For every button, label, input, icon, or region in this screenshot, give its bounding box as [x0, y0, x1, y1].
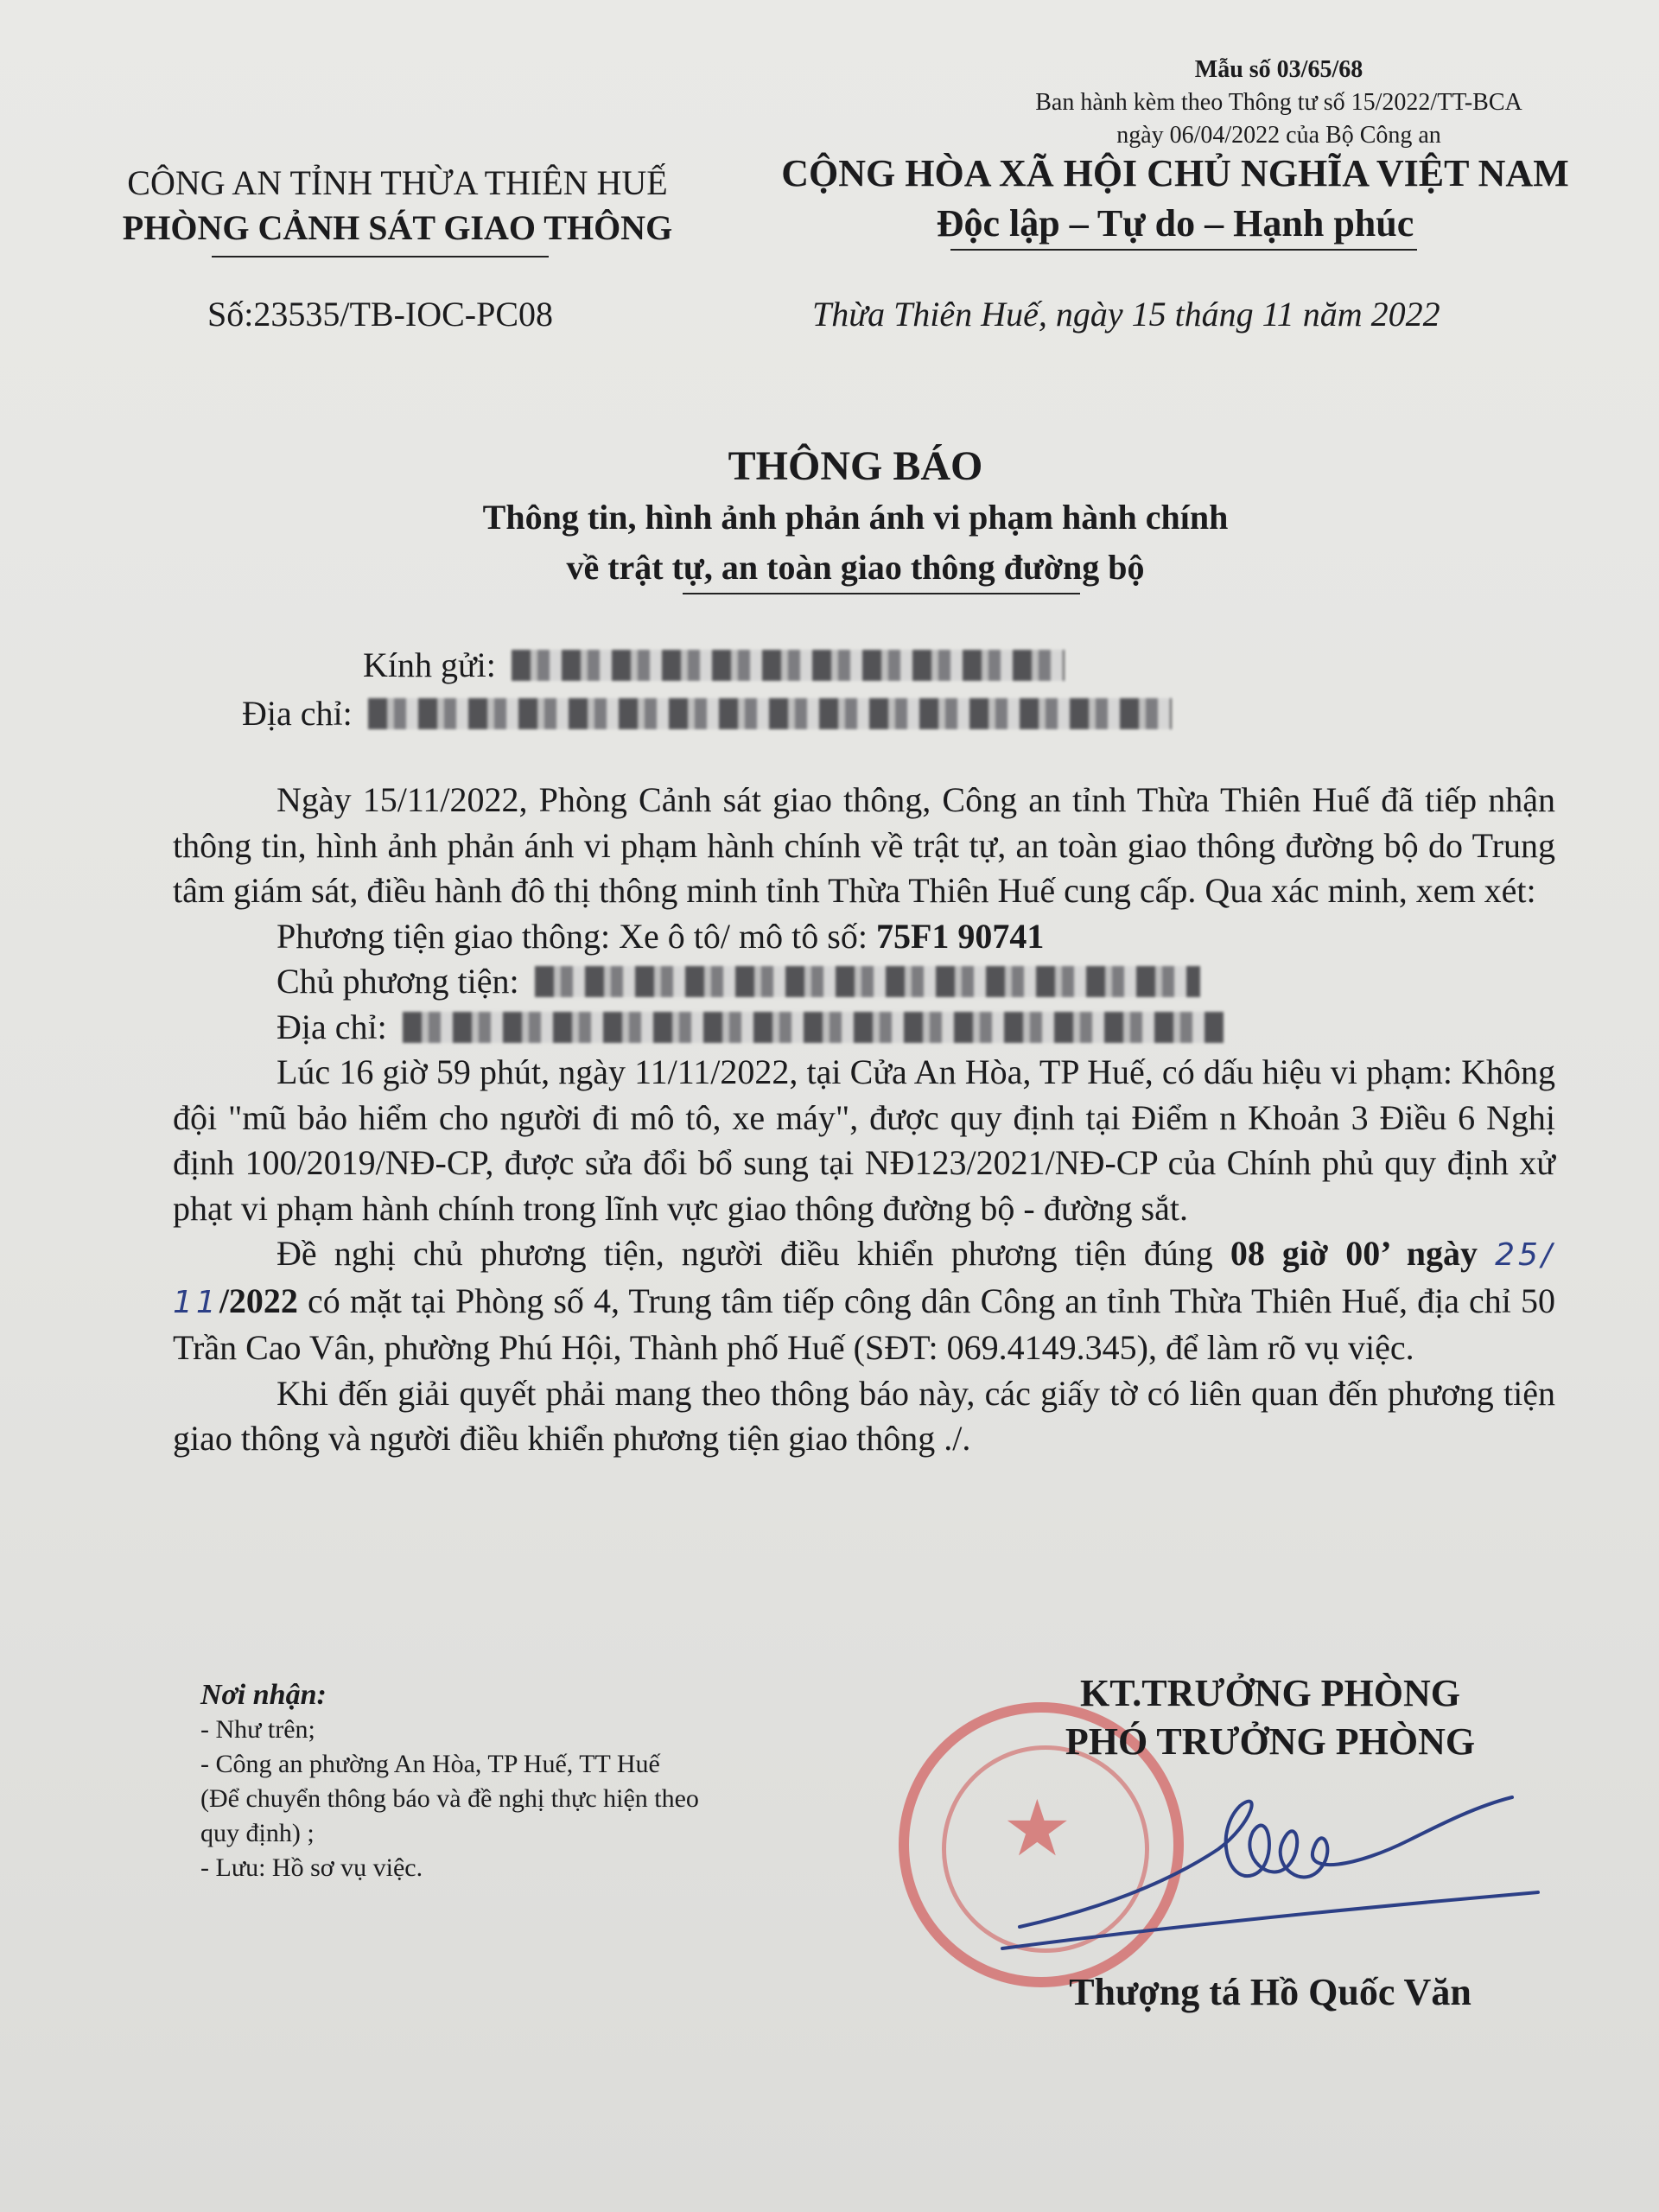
vehicle-line — [173, 914, 1555, 960]
notice-body — [173, 778, 1555, 1462]
redacted-owner-name — [535, 966, 1200, 997]
recipients-item: - Công an phường An Hòa, TP Huế, TT Huế — [200, 1750, 660, 1778]
star-icon: ★ — [1002, 1783, 1072, 1874]
summons-time: 08 giờ 00’ ngày — [1230, 1234, 1478, 1273]
agency-underline — [212, 256, 549, 257]
agency-parent: CÔNG AN TỈNH THỪA THIÊN HUẾ — [127, 163, 668, 202]
body-paragraph-4: Khi đến giải quyết phải mang theo thông báo này, các giấy tờ có liên quan đến phương tiện giao thông và người điều khiển phương tiện giao thông ./. — [173, 1373, 1555, 1458]
signer-name: Thượng tá Hồ Quốc Văn — [1069, 1971, 1471, 2013]
redacted-owner-address — [403, 1012, 1224, 1043]
recipient-address-label: Địa chỉ: — [242, 694, 353, 733]
national-motto: Độc lập – Tự do – Hạnh phúc — [936, 202, 1414, 245]
signature-line-1: KT.TRƯỞNG PHÒNG — [1080, 1672, 1460, 1714]
title-line-2: về trật tự, an toàn giao thông đường bộ — [566, 548, 1145, 587]
title-main: THÔNG BÁO — [728, 443, 983, 489]
signature-title-block — [933, 1669, 1607, 1766]
form-reference — [950, 54, 1607, 152]
agency-department: PHÒNG CẢNH SÁT GIAO THÔNG — [122, 208, 673, 247]
recipients-item: - Như trên; — [200, 1715, 315, 1744]
form-issued-date: ngày 06/04/2022 của Bộ Công an — [1116, 122, 1441, 149]
vehicle-label: Phương tiện giao thông: Xe ô tô/ mô tô số: — [276, 916, 868, 956]
recipients-item: (Để chuyển thông báo và đề nghị thực hiện theo — [200, 1784, 699, 1813]
owner-label: Chủ phương tiện: — [276, 962, 519, 1001]
owner-address-label: Địa chỉ: — [276, 1007, 387, 1046]
recipients-list — [200, 1678, 857, 1885]
vehicle-plate: 75F1 90741 — [875, 916, 1045, 956]
recipient-label: Kính gửi: — [363, 645, 496, 684]
redacted-recipient-name — [512, 650, 1065, 681]
handwritten-signature — [994, 1754, 1547, 1961]
national-header — [743, 149, 1607, 249]
redacted-recipient-address — [368, 698, 1172, 729]
place-date: Thừa Thiên Huế, ngày 15 tháng 11 năm 2022 — [812, 295, 1440, 334]
document-title — [259, 441, 1452, 593]
document-number: Số:23535/TB-IOC-PC08 — [207, 295, 554, 334]
recipients-item: - Lưu: Hồ sơ vụ việc. — [200, 1853, 423, 1882]
body-paragraph-1: Ngày 15/11/2022, Phòng Cảnh sát giao thông, Công an tỉnh Thừa Thiên Huế đã tiếp nhận thông tin, hình ảnh phản ánh vi phạm hành chính về trật tự, an toàn giao thông đường bộ do Trung tâm giám sát, điều hành đô thị thông minh tỉnh Thừa Thiên Huế cung cấp. Qua xác minh, xem xét: — [173, 780, 1555, 910]
agency-header — [69, 161, 726, 251]
owner-line — [173, 959, 1555, 1005]
body-paragraph-3 — [173, 1231, 1555, 1371]
signature-line-2: PHÓ TRƯỞNG PHÒNG — [1065, 1720, 1476, 1763]
body-paragraph-2: Lúc 16 giờ 59 phút, ngày 11/11/2022, tại Cửa An Hòa, TP Huế, có dấu hiệu vi phạm: Không đội "mũ bảo hiểm cho người đi mô tô, xe máy", được quy định tại Điểm n Khoản 3 Điều 6 Nghị định 100/2019/NĐ-CP, được sửa đổi bổ sung tại NĐ123/2021/NĐ-CP của Chính phủ quy định xử phạt vi phạm hành chính trong lĩnh vực giao thông đường bộ - đường sắt. — [173, 1052, 1555, 1228]
title-underline — [683, 593, 1080, 594]
recipients-heading: Nơi nhận: — [200, 1679, 327, 1711]
form-number: Mẫu số 03/65/68 — [1194, 56, 1363, 83]
motto-underline — [950, 249, 1417, 251]
summons-year: /2022 — [219, 1281, 298, 1320]
title-line-1: Thông tin, hình ảnh phản ánh vi phạm hành chính — [482, 498, 1229, 537]
form-issued-with: Ban hành kèm theo Thông tư số 15/2022/TT-BCA — [1035, 89, 1522, 116]
country-name: CỘNG HÒA XÃ HỘI CHỦ NGHĨA VIỆT NAM — [781, 152, 1569, 194]
recipients-item: quy định) ; — [200, 1819, 315, 1847]
owner-address-line — [173, 1005, 1555, 1051]
summons-start: Đề nghị chủ phương tiện, người điều khiển phương tiện đúng — [276, 1234, 1213, 1273]
handwritten-date: 25/ 11 — [173, 1237, 1556, 1320]
recipient-block — [242, 641, 1172, 738]
summons-rest: có mặt tại Phòng số 4, Trung tâm tiếp công dân Công an tỉnh Thừa Thiên Huế, địa chỉ 50 Trần Cao Vân, phường Phú Hội, Thành phố Huế (SĐT: 069.4149.345), để làm rõ vụ việc. — [173, 1281, 1555, 1367]
